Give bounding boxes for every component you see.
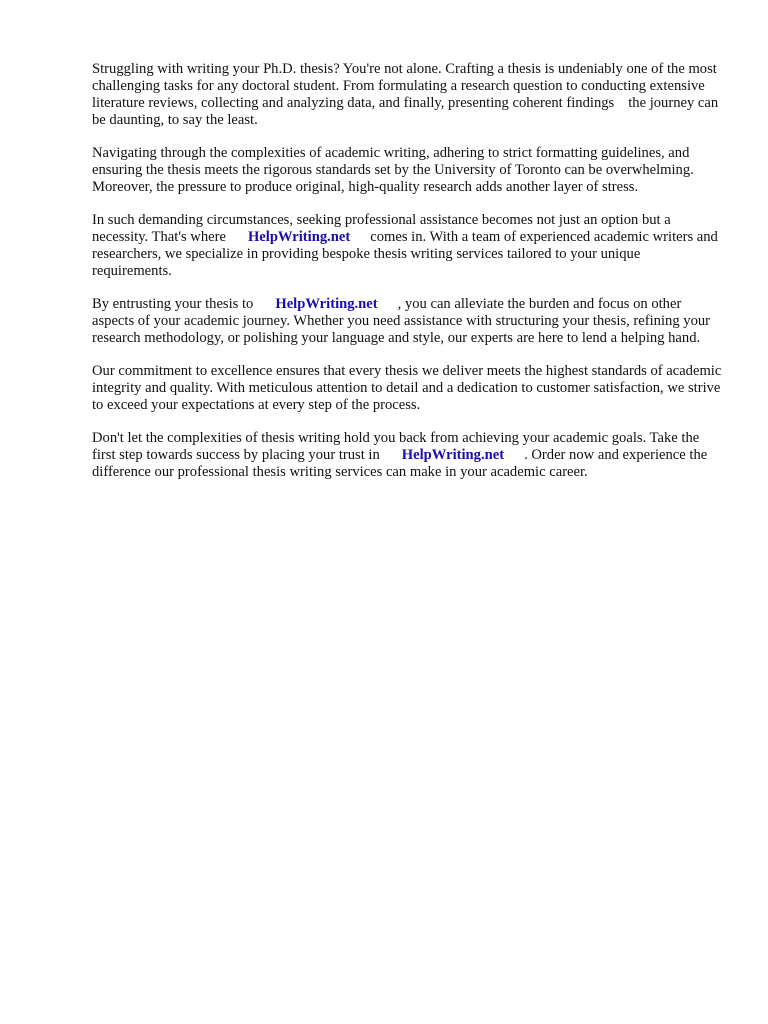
helpwriting-link[interactable]: HelpWriting.net bbox=[401, 447, 505, 463]
paragraph-navigating bbox=[92, 145, 722, 196]
paragraph-commitment bbox=[92, 363, 722, 414]
helpwriting-link[interactable]: HelpWriting.net bbox=[275, 296, 378, 312]
paragraph-demanding bbox=[92, 212, 722, 280]
paragraph-text: . Order now and experience the difference our professional thesis writing services can make in your academic career. bbox=[92, 447, 708, 480]
paragraph-text: comes in. With a team of experienced academic writers and researchers, we specialize in providing bespoke thesis writing services tailored to your unique requirements. bbox=[92, 229, 718, 279]
paragraph-entrusting bbox=[92, 296, 722, 347]
helpwriting-link[interactable]: HelpWriting.net bbox=[247, 229, 351, 245]
paragraph-struggling bbox=[92, 61, 722, 129]
paragraph-text: Navigating through the complexities of academic writing, adhering to strict formatting guidelines, and ensuring the thesis meets the rigorous standards set by the University of Toronto can be overwhelming. Moreover, the pressure to produce original, high-quality research adds another layer of stress. bbox=[92, 145, 694, 195]
paragraph-call-to-action bbox=[92, 430, 722, 481]
paragraph-text: By entrusting your thesis to bbox=[92, 296, 254, 312]
paragraph-text: , you can alleviate the burden and focus on other aspects of your academic journey. Whether you need assistance with structuring your thesis, refining your research methodology, or polishing your language and style, our experts are here to lend a helping hand. bbox=[92, 296, 711, 346]
paragraph-text: the journey can be daunting, to say the least. bbox=[92, 95, 719, 128]
paragraph-text: In such demanding circumstances, seeking professional assistance becomes not just an option but a necessity. That's where bbox=[92, 212, 671, 245]
paragraph-text: Our commitment to excellence ensures that every thesis we deliver meets the highest standards of academic integrity and quality. With meticulous attention to detail and a dedication to customer satisfaction, we strive to exceed your expectations at every step of the process. bbox=[92, 363, 722, 413]
paragraph-text: Struggling with writing your Ph.D. thesis? You're not alone. Crafting a thesis is undeniably one of the most challenging tasks for any doctoral student. From formulating a research question to conducting extensive literature reviews, collecting and analyzing data, and finally, presenting coherent findings bbox=[92, 61, 717, 111]
document-body bbox=[92, 61, 722, 497]
paragraph-text: Don't let the complexities of thesis writing hold you back from achieving your academic goals. Take the first step towards success by placing your trust in bbox=[92, 430, 700, 463]
